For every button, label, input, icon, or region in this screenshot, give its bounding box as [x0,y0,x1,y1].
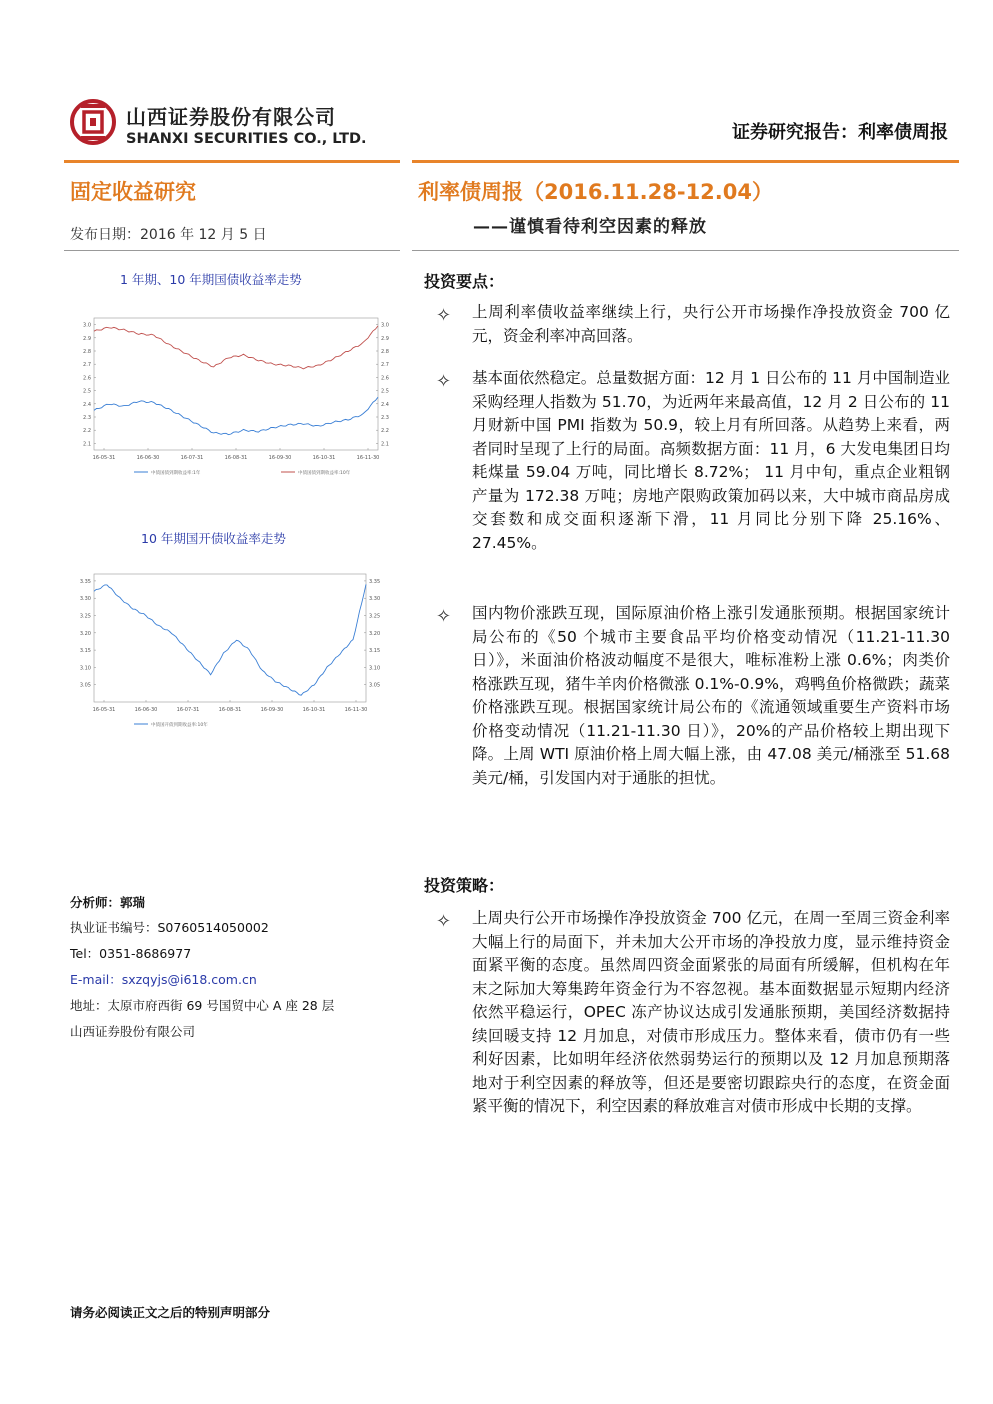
y-tick-right: 3.25 [369,613,381,620]
investment-point: 上周利率债收益率继续上行，央行公开市场操作净投放资金 700 亿元，资金利率冲高回落。 [472,303,950,345]
publish-date: 发布日期：2016 年 12 月 5 日 [70,227,267,243]
bullet-icon: ✧ [436,371,452,392]
report-type: 证券研究报告：利率债周报 [732,122,948,143]
y-tick-left: 3.10 [79,665,91,672]
x-tick: 16-06-30 [134,707,158,713]
y-tick-right: 2.2 [381,428,389,435]
x-tick: 16-08-31 [218,707,242,713]
y-tick-right: 2.7 [381,362,389,369]
x-tick: 16-07-31 [176,707,200,713]
y-tick-left: 3.20 [79,630,91,637]
y-tick-left: 3.35 [79,578,91,585]
header-divider-right [412,160,959,163]
analyst-cert: 执业证书编号：S0760514050002 [70,920,269,935]
y-tick-left: 3.30 [79,596,91,603]
strategy-heading: 投资策略： [424,876,505,895]
y-tick-left: 2.6 [83,375,91,382]
y-tick-right: 2.5 [381,388,389,395]
x-tick: 16-11-30 [356,455,380,461]
x-tick: 16-07-31 [180,455,204,461]
x-tick: 16-05-31 [92,707,116,713]
x-tick: 16-10-31 [312,455,336,461]
x-tick: 16-05-31 [92,455,116,461]
y-tick-right: 2.8 [381,349,389,355]
footer-disclaimer: 请务必阅读正文之后的特别声明部分 [70,1305,271,1320]
analyst-name: 分析师：郭瑞 [70,895,146,910]
legend-label: 中债国开债到期收益率:10年 [151,723,208,728]
y-tick-right: 2.4 [381,401,389,408]
y-tick-right: 3.20 [369,630,381,637]
y-tick-right: 3.15 [369,648,381,655]
divider [412,250,959,251]
y-tick-right: 2.6 [381,375,389,382]
chart1-treasury-yields [72,306,398,486]
investment-point: 基本面依然稳定。总量数据方面：12 月 1 日公布的 11 月中国制造业采购经理人指数为 51.70，为近两年来最高值，12 月 2 日公布的 11 月财新中国 PMI 指数为 50.9，较上月有所回落。从趋势上来看，两者同时呈现了上行的局面。高频数据方面：11 月，6 大发电集团日均耗煤量 59.04 万吨，同比增长 8.72%； 11 月中旬，重点企业粗钢产量为 172.38 万吨；房地产限购政策加码以来，大中城市商品房成交套数和成交面积逐渐下滑，11 月同比分别下降 25.16%、27.45%。 [472,369,950,552]
y-tick-left: 2.9 [83,335,91,342]
section-title: 固定收益研究 [70,180,196,204]
analyst-firm: 山西证券股份有限公司 [70,1024,196,1039]
chart2-title: 10 年期国开债收益率走势 [141,531,286,546]
y-tick-left: 2.4 [83,401,91,408]
y-tick-right: 3.05 [369,682,381,689]
company-name-cn: 山西证券股份有限公司 [126,105,336,129]
legend-label: 中债国债到期收益率:1年 [151,471,201,476]
investment-heading: 投资要点： [424,272,505,291]
y-tick-left: 2.8 [83,349,91,355]
y-tick-left: 3.15 [79,648,91,655]
investment-point: 国内物价涨跌互现，国际原油价格上涨引发通胀预期。根据国家统计局公布的《50 个城市主要食品平均价格变动情况（11.21-11.30 日）》，米面油价格波动幅度不是很大，唯标准粉上涨 0.6%；肉类价格涨跌互现，猪牛羊肉价格微涨 0.1%-0.9%，鸡鸭鱼价格微跌；蔬菜价格涨跌互现。根据国家统计局公布的《流通领域重要生产资料市场价格变动情况（11.21-11.30 日）》，20%的产品价格较上期出现下降。上周 WTI 原油价格上周大幅上涨，由 47.08 美元/桶涨至 51.68 美元/桶，引发国内对于通胀的担忧。 [472,604,950,787]
report-title: 利率债周报（2016.11.28-12.04） [418,180,773,204]
report-subtitle: ——谨慎看待利空因素的释放 [473,217,707,237]
series-line-0 [94,397,378,435]
y-tick-right: 3.0 [381,322,389,329]
y-tick-left: 2.2 [83,428,91,435]
y-tick-right: 3.30 [369,596,381,603]
y-tick-left: 2.1 [83,441,91,448]
y-tick-left: 2.3 [83,415,91,421]
chart-frame [94,318,378,450]
x-tick: 16-09-30 [260,707,284,713]
y-tick-left: 3.25 [79,613,91,620]
x-tick: 16-10-31 [302,707,326,713]
y-tick-right: 2.1 [381,441,389,448]
chart2-cdb-yield [72,566,398,728]
y-tick-right: 3.10 [369,665,381,672]
chart-frame [94,574,366,702]
strategy-point: 上周央行公开市场操作净投放资金 700 亿元，在周一至周三资金利率大幅上行的局面下，并未加大公开市场的净投放力度，显示维持资金面紧平衡的态度。虽然周四资金面紧张的局面有所缓解，但机构在年末之际加大筹集跨年资金行为不容忽视。基本面数据显示短期内经济依然平稳运行，OPEC 冻产协议达成引发通胀预期，美国经济数据持续回暖支持 12 月加息，对债市形成压力。整体来看，债市仍有一些利好因素，比如明年经济依然弱势运行的预期以及 12 月加息预期落地对于利空因素的释放等，但还是要密切跟踪央行的态度，在资金面紧平衡的情况下，利空因素的释放难言对债市形成中长期的支撑。 [472,909,950,1115]
analyst-address: 地址：太原市府西街 69 号国贸中心 A 座 28 层 [70,998,335,1013]
y-tick-right: 2.3 [381,415,389,421]
divider [64,250,400,251]
x-tick: 16-11-30 [344,707,368,713]
y-tick-left: 3.05 [79,682,91,689]
series-line-0 [94,584,366,695]
series-line-1 [94,326,378,369]
chart1-title: 1 年期、10 年期国债收益率走势 [120,272,302,287]
bullet-icon: ✧ [436,305,452,326]
company-name-en: SHANXI SECURITIES CO., LTD. [126,131,367,147]
y-tick-left: 3.0 [83,322,91,329]
x-tick: 16-08-31 [224,455,248,461]
y-tick-left: 2.5 [83,388,91,395]
bullet-icon: ✧ [436,911,452,932]
bullet-icon: ✧ [436,606,452,627]
company-logo-icon [70,96,116,148]
y-tick-right: 2.9 [381,335,389,342]
analyst-email[interactable]: E-mail：sxzqyjs@i618.com.cn [70,972,257,987]
y-tick-right: 3.35 [369,578,381,585]
x-tick: 16-06-30 [136,455,160,461]
analyst-tel: Tel：0351-8686977 [70,946,192,961]
y-tick-left: 2.7 [83,362,91,369]
legend-label: 中债国债到期收益率:10年 [298,471,351,476]
x-tick: 16-09-30 [268,455,292,461]
header-divider-left [64,160,400,163]
